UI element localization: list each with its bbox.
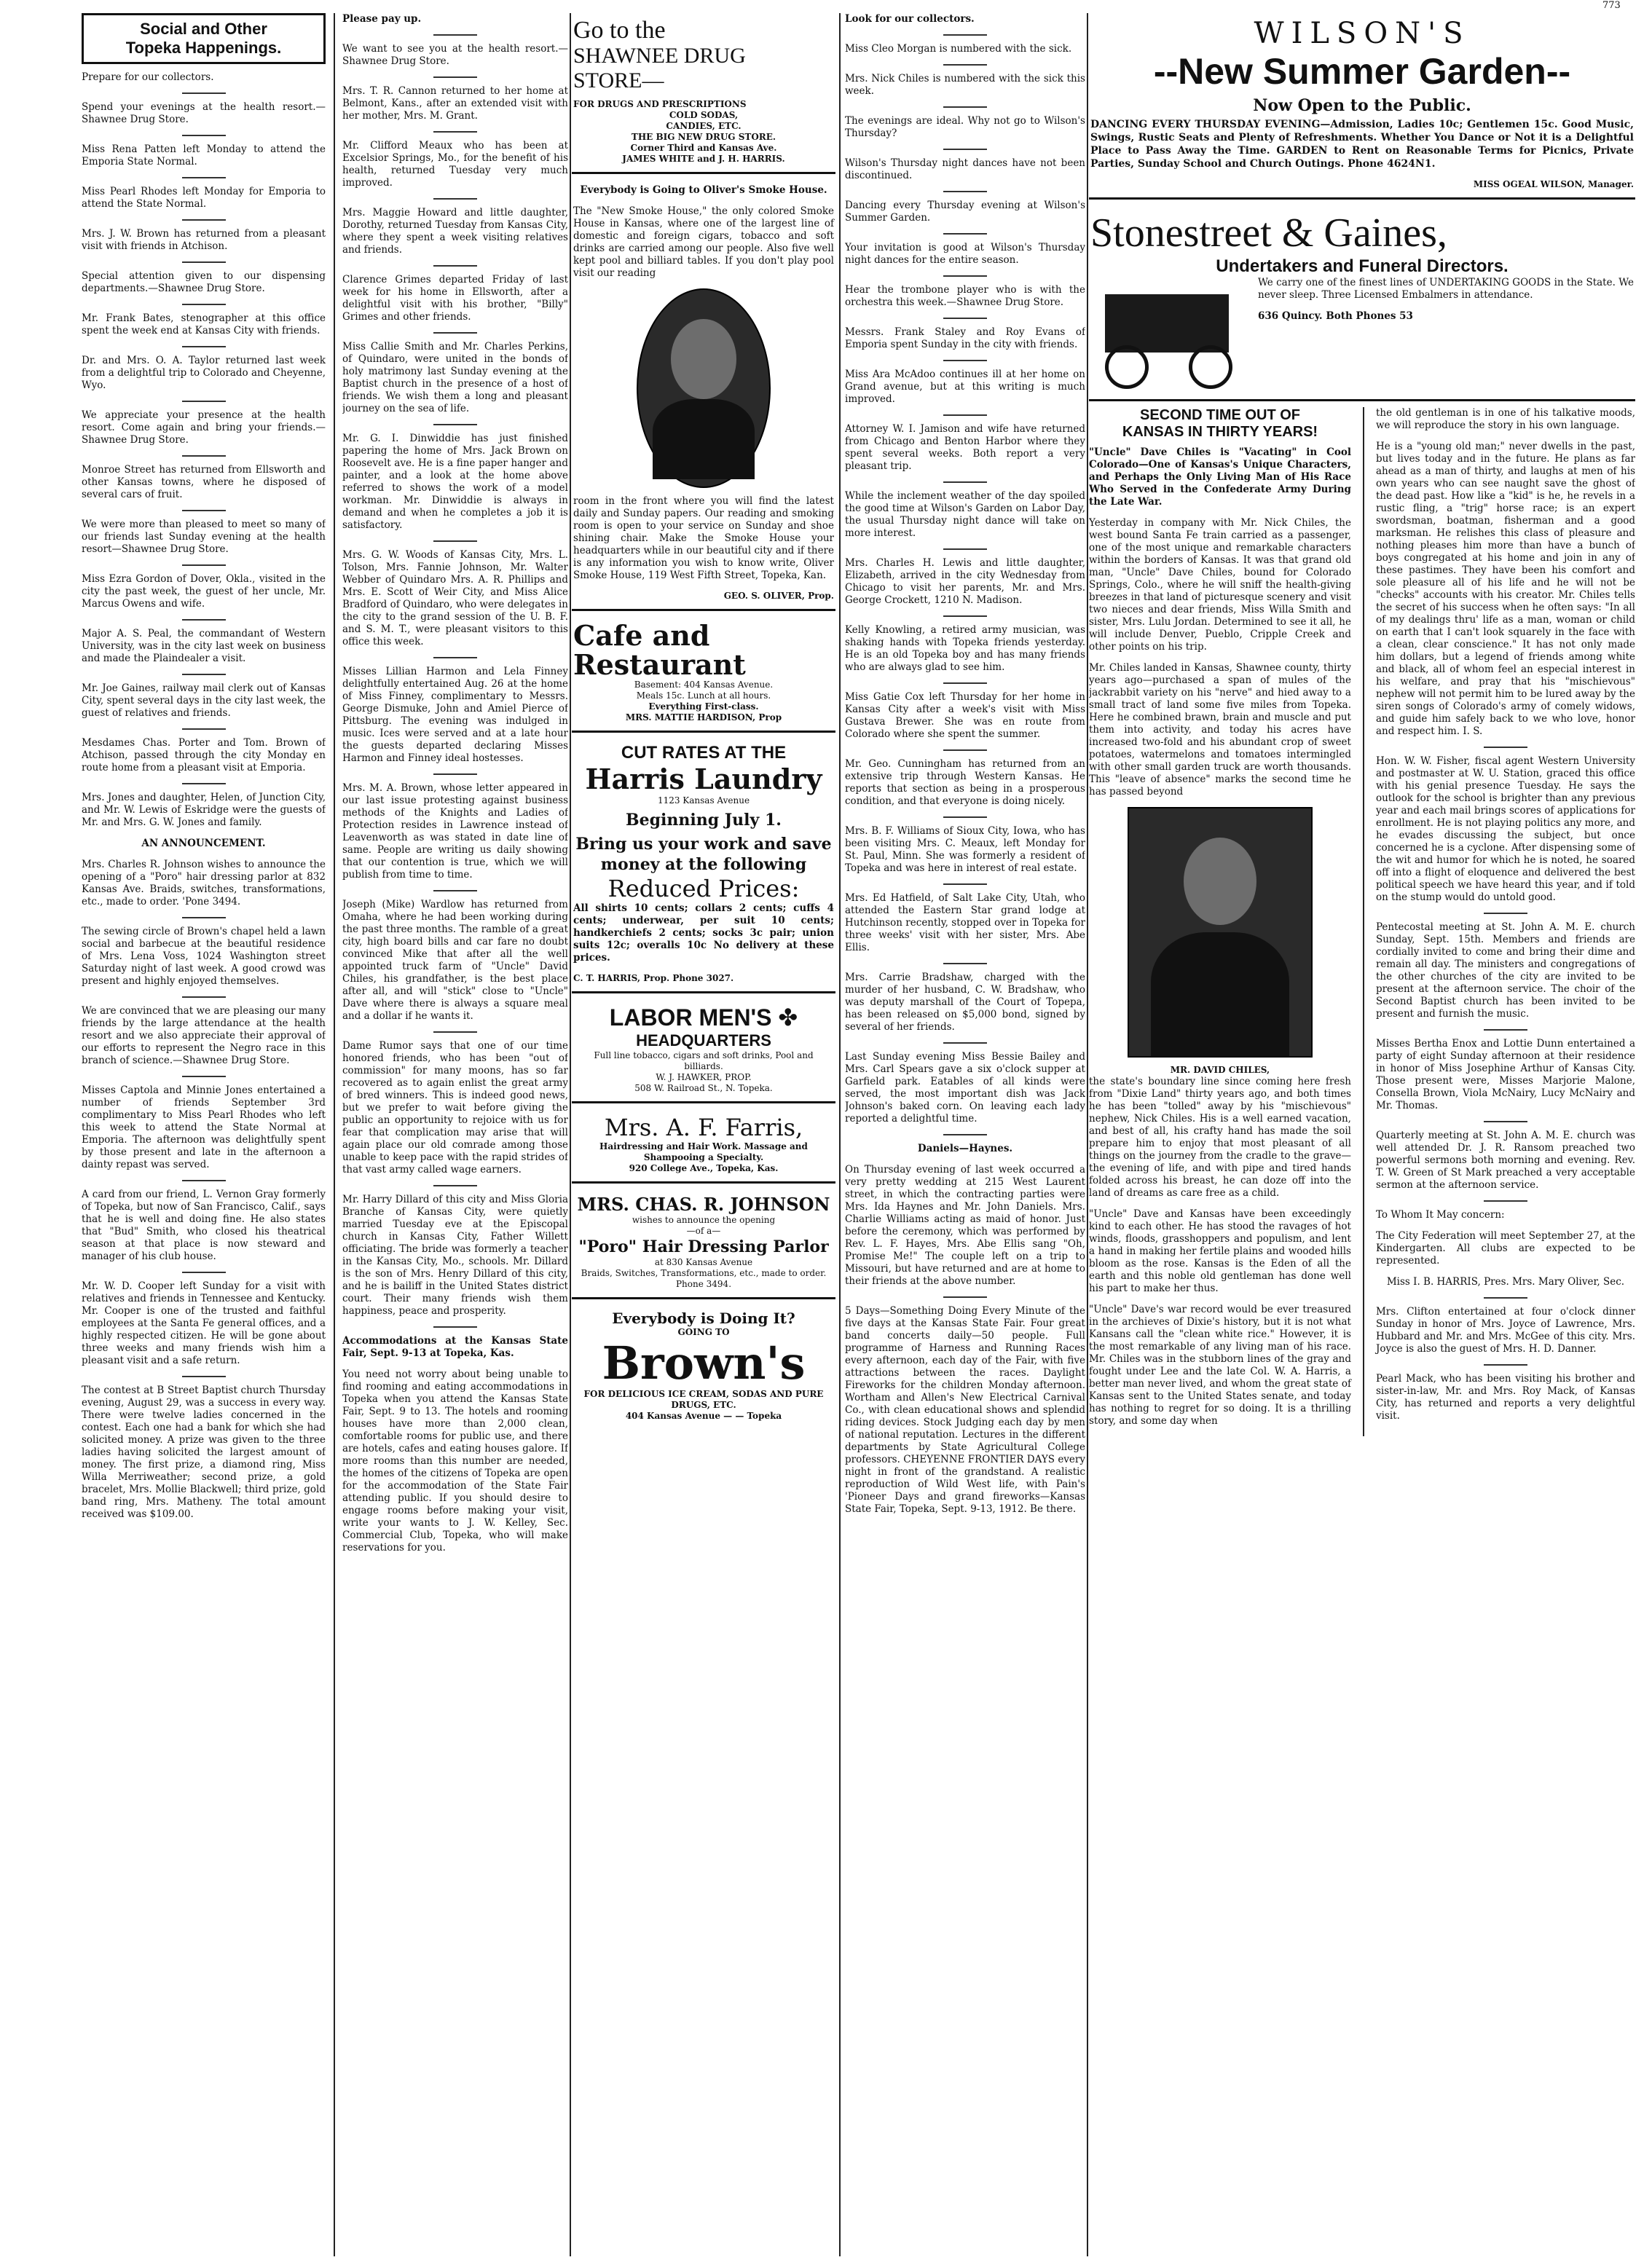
hearse-wheel [1105, 345, 1149, 389]
cafe-line: Everything First-class. [648, 701, 759, 712]
farris-line: 920 College Ave., Topeka, Kas. [629, 1163, 779, 1173]
johnson-line: —of a— [686, 1226, 721, 1236]
column-rule [334, 13, 335, 2256]
news-item: Messrs. Frank Staley and Roy Evans of Emporia spent Sunday in the city with friends. [845, 326, 1085, 350]
news-item: Pearl Mack, who has been visiting his brother and sister-in-law, Mr. and Mrs. Roy Mack, of Kansas City, has returned and reports a very delightful visit. [1375, 1373, 1635, 1422]
news-item: Look for our collectors. [845, 13, 975, 25]
portrait-coat [1151, 932, 1289, 1056]
labor-line: Full line tobacco, cigars and soft drinks, Pool and billiards. [594, 1050, 814, 1071]
cafe-line: Meals 15c. Lunch at all hours. [636, 690, 771, 701]
hearse-body [1105, 294, 1229, 353]
social-header [82, 13, 326, 64]
news-item: Miss Ezra Gordon of Dover, Okla., visited in the city the past week, the guest of her uncle, Mr. Marcus Owens and wife. [82, 573, 326, 610]
column-2 [342, 13, 568, 2256]
col5-split [1089, 407, 1635, 1436]
chiles-para: "Uncle" Dave and Kansas have been exceedingly kind to each other. He has stood the ravages of hot winds, floods, grasshoppers and populism, and lent a hand in making her fertile plains and wooded hills bloom as the rose. Kansas is the Eden of all the earth and this noble old gentleman has done well his part to make her thus. [1089, 1208, 1351, 1294]
news-item: Major A. S. Peal, the commandant of Western University, was in the city last week on business and made the Plaindealer a visit. [82, 628, 326, 664]
social-header-line2: Topeka Happenings. [125, 39, 282, 57]
johnson-line: wishes to announce the opening [632, 1215, 776, 1225]
news-item: Dr. and Mrs. O. A. Taylor returned last week from a delightful trip to Colorado and Cheyenne, Wyo. [82, 355, 326, 391]
harris-laundry-ad [572, 739, 835, 993]
labor-title [573, 1004, 834, 1031]
news-item: Mesdames Chas. Porter and Tom. Brown of Atchison, passed through the city Monday en route home from a pleasant visit at Emporia. [82, 737, 326, 773]
browns-top: Everybody is Doing It? [612, 1310, 795, 1327]
news-item: Mr. Frank Bates, stenographer at this office spent the week end at Kansas City with friends. [82, 312, 326, 336]
news-item: Please pay up. [342, 13, 422, 25]
news-item: We were more than pleased to meet so many of our friends last Sunday evening at the health resort—Shawnee Drug Store. [82, 519, 326, 555]
news-item: Misses Captola and Minnie Jones entertained a number of friends September 3rd complimentary to Miss Pearl Rhodes who left this week to attend the State Normal at Emporia. The afternoon was delightfully spent by those present and late in the afternoon a dainty repast was served. [82, 1084, 326, 1170]
news-item: The contest at B Street Baptist church Thursday evening, August 29, was a success in every way. There were twelve ladies concerned in the contest. Each one had a bank for which she had solicited money. A prize was given to the three ladies having solicited the largest amount of money. The first prize, a diamond ring, Miss Willa Merriweather; second prize, a gold bracelet, Mrs. Mollie Blackwell; third prize, gold band ring, Mrs. Matheny. The total amount received was $109.00. [82, 1385, 326, 1520]
news-item: Special attention given to our dispensing departments.—Shawnee Drug Store. [82, 270, 326, 294]
laundry-top: CUT RATES AT THE [621, 743, 787, 763]
laundry-prices: All shirts 10 cents; collars 2 cents; cuffs 4 cents; underwear, per suit 10 cents; handkerchiefs 2 cents; socks 3c pair; union suits 12c; overalls 10c No delivery at these prices. [573, 902, 834, 964]
hearse-wheel [1189, 345, 1232, 389]
chiles-portrait [1128, 807, 1313, 1058]
chiles-para: "Uncle" Dave's war record would be ever treasured in the archieves of Dixie's history, but it is not what Kansans call the "clean white rice." However, it is the most remarkable of any living man of his race. Mr. Chiles was in the stubborn lines of the gray and fought under Lee and the late Col. W. A. Harris, a better man never lived, and whom the great state of Kansas sent to the United States senate, and today has nothing to regret for so doing. It is a thrilling story, and some day when [1089, 1304, 1351, 1427]
drug-line: CANDIES, ETC. [666, 121, 742, 131]
column-rule [1087, 13, 1088, 2256]
wilson-name: WILSON'S [1254, 17, 1471, 50]
browns-line: FOR DELICIOUS ICE CREAM, SODAS AND PURE DRUGS, ETC. [583, 1389, 824, 1410]
chiles-sub: "Uncle" Dave Chiles is "Vacating" in Cool Colorado—One of Kansas's Unique Characters, and Perhaps the Only Living Man of His Race Who Served in the Confederate Army During the Late War. [1089, 446, 1351, 508]
news-item: He is a "young old man;" never dwells in the past, but lives today and in the future. He plans as far ahead as a man of thirty, and laughs at men of his own years who can see naught save the ghost of the dead past. How like a "kid" is he, he revels in a rustic fling, a "trig" horse race; is an expert swordsman, boatman, fisherman and a good marksman. He relishes this class of pleasure and nothing pleases him more than have a bunch of boys congregated at his home and join in any of these pastimes. They have been his comfort and sole pleasure all of his life and he will not be "checks" accounts with his creator. Mr. Chiles tells the secret of his success when he often says: "In all of my dealings thru' life as a man, woman or child on earth that I can't look squarely in the face with a clean, clear conscience." It has not only made him dollars, but a legend of friends among white and black, all of whom feel an especial interest in his welfare, and pray that his "mischievous" nephew will not permit him to be lured away by the siren songs of Colorado's army of comely widows, and guide him safely back to we who love, honor and respect him. I. S. [1375, 441, 1635, 737]
news-item: Hear the trombone player who is with the orchestra this week.—Shawnee Drug Store. [845, 284, 1085, 308]
news-item: Miss Rena Patten left Monday to attend the Emporia State Normal. [82, 143, 326, 168]
smoke-house-ad [572, 180, 835, 611]
drug-line: Corner Third and Kansas Ave. [630, 143, 777, 153]
news-item: Pentecostal meeting at St. John A. M. E. church Sunday, Sept. 15th. Members and friends are cordially invited to come and bring their dime and remain all day. The ministers and congregations of the other churches of the city are invited to be present at the afternoon service. The choir of the Second Baptist church has been invited to be present and furnish the music. [1375, 921, 1635, 1020]
news-item: Mr. G. I. Dinwiddie has just finished papering the home of Mrs. Jack Brown on Roosevelt ave. He is a fine paper hanger and painter, and a look at the home above referred to shows the work of a model workman. Mr. Dinwiddie is always in demand and when he completes a job it is satisfactory. [342, 433, 568, 531]
drug-line: JAMES WHITE and J. H. HARRIS. [622, 154, 785, 164]
news-item: The City Federation will meet September 27, at the Kindergarten. All clubs are expected to be represented. [1375, 1230, 1635, 1267]
labor-sub: HEADQUARTERS [636, 1031, 771, 1050]
smoke-heading: Everybody is Going to Oliver's Smoke House. [580, 184, 827, 196]
portrait-coat [653, 399, 755, 479]
browns-going: GOING TO [677, 1327, 730, 1337]
news-item: Miss Callie Smith and Mr. Charles Perkins, of Quindaro, were united in the bonds of holy matrimony last Sunday evening at the Baptist church in the presence of a host of friends. We wish them a long and pleasant journey on the sea of life. [342, 341, 568, 414]
column-1 [82, 13, 326, 2256]
laundry-address: 1123 Kansas Avenue [657, 795, 750, 806]
news-item: The evenings are ideal. Why not go to Wilson's Thursday? [845, 115, 1085, 139]
johnson-line: Phone 3494. [675, 1279, 732, 1289]
column-rule [1363, 407, 1364, 1436]
stone-sub: Undertakers and Funeral Directors. [1216, 256, 1509, 276]
smoke-signature: GEO. S. OLIVER, Prop. [723, 591, 834, 601]
news-item: Hon. W. W. Fisher, fiscal agent Western University and postmaster at W. U. Station, graced this office with his genial presence Tuesday. He says the outlook for the school is brighter than any previous year and each mail brings scores of applications for enrollment. He is not playing politics any more, and he evades discussing the subject, but once concerned he is a cyclone. After dispensing some of the wit and humor for which he is noted, he soared off into a flight of eloquence and delivered the best political speech we have heard this year, and if told on the stump would do untold good. [1375, 755, 1635, 903]
column-3-ads [572, 13, 835, 2256]
news-item: Clarence Grimes departed Friday of last week for his home in Ellsworth, after a delightful visit with his brother, "Billy" Grimes and other friends. [342, 274, 568, 323]
news-item: We want to see you at the health resort.—Shawnee Drug Store. [342, 43, 568, 67]
news-item: Mrs. Carrie Bradshaw, charged with the murder of her husband, C. W. Bradshaw, who was deputy marshall of the Court of Topepa, has been released on $5,000 bond, signed by several of her friends. [845, 972, 1085, 1033]
browns-line: 404 Kansas Avenue — — Topeka [625, 1411, 782, 1421]
news-item: Spend your evenings at the health resort.—Shawnee Drug Store. [82, 101, 326, 125]
news-item: Mrs. Charles H. Lewis and little daughter, Elizabeth, arrived in the city Wednesday from Chicago to visit her parents, Mr. and Mrs. George Crockett, 1210 N. Madison. [845, 557, 1085, 606]
wilson-text: DANCING EVERY THURSDAY EVENING—Admission, Ladies 10c; Gentlemen 15c. Good Music, Swings, Rustic Seats and Plenty of Refreshments. Whether You Dance or Not it is a Delightful Place to Pass Away the Time. GARDEN to Rent on Reasonable Terms for Picnics, Private Parties, Sunday School and Church Outings. Phone 4624N1. [1090, 119, 1634, 170]
browns-name: Brown's [602, 1336, 806, 1390]
chiles-para: the state's boundary line since coming here fresh from "Dixie Land" thirty years ago, and both times he has been "tolled" away by his "mischievous" nephew, Nick Chiles. His is a well earned vacation, and best of all, his crafty hand has made the soil prepare him to enjoy that most pleasant of all things on the journey from the cradle to the grave—the evening of life, and with pipe and tired hands folded across his breast, he can doze off into the land of dreams as care free as a child. [1089, 1076, 1351, 1199]
announcement-heading: AN ANNOUNCEMENT. [141, 838, 266, 849]
wilson-garden-ad [1089, 13, 1635, 200]
drug-line: COLD SODAS, [669, 110, 739, 120]
oliver-portrait [637, 288, 771, 488]
drug-line: THE BIG NEW DRUG STORE. [631, 132, 776, 142]
news-item: Monroe Street has returned from Ellsworth and other Kansas towns, where he disposed of several cars of fruit. [82, 464, 326, 500]
drug-title2: SHAWNEE DRUG [573, 44, 746, 68]
cafe-line: MRS. MATTIE HARDISON, Prop [625, 712, 782, 722]
laundry-name: Harris Laundry [585, 763, 822, 795]
flourish-icon: ✤ [778, 1004, 798, 1031]
col5-right [1376, 407, 1635, 1436]
johnson-ad [572, 1189, 835, 1299]
column-4 [845, 13, 1085, 2256]
portrait-face [1184, 838, 1256, 925]
news-item: Mrs. Nick Chiles is numbered with the sick this week. [845, 73, 1085, 97]
stone-body [1090, 277, 1634, 392]
news-item: Wilson's Thursday night dances have not been discontinued. [845, 157, 1085, 181]
news-item: Your invitation is good at Wilson's Thursday night dances for the entire season. [845, 242, 1085, 266]
stone-line: We carry one of the finest lines of UNDERTAKING GOODS in the State. We never sleep. Three Licensed Embalmers in attendance. [1258, 277, 1634, 301]
johnson-title: MRS. CHAS. R. JOHNSON [577, 1194, 830, 1215]
news-item: Last Sunday evening Miss Bessie Bailey and Mrs. Carl Spears gave a six o'clock supper at Garfield park. Eatables of all kinds were served, the most important dish was Jack Johnson's baked corn. On leaving each lady reported a delightful time. [845, 1051, 1085, 1125]
browns-ad [572, 1305, 835, 1429]
news-item: the old gentleman is in one of his talkative moods, we will reproduce the story in his own language. [1375, 407, 1635, 431]
cafe-ad [572, 617, 835, 733]
news-item: To Whom It May concern: [1375, 1209, 1505, 1221]
news-item: Mrs. J. W. Brown has returned from a pleasant visit with friends in Atchison. [82, 228, 326, 252]
news-item: Mrs. Ed Hatfield, of Salt Lake City, Utah, who attended the Eastern Star grand lodge at Hutchinson recently, stopped over in Topeka for three weeks' visit with her sister, Mrs. Abe Ellis. [845, 892, 1085, 953]
stone-title: Stonestreet & Gaines, [1090, 210, 1447, 256]
chiles-head2: KANSAS IN THIRTY YEARS! [1122, 424, 1318, 440]
news-item: While the inclement weather of the day spoiled the good time at Wilson's Garden on Labor Day, the usual Thursday night dance will take on more interest. [845, 490, 1085, 539]
news-item: Attorney W. I. Jamison and wife have returned from Chicago and Benton Harbor where they spent several weeks. Both report a very pleasant trip. [845, 423, 1085, 472]
laundry-reduced: Reduced Prices: [607, 875, 800, 902]
fair-item: 5 Days—Something Doing Every Minute of the five days at the Kansas State Fair. Four great band concerts daily—50 people. Full programme of Harness and Running Races every afternoon, each day of the Fair, with five attractions between the races. Daylight Fireworks for the children Monday afternoon. Wortham and Allen's New Electrical Carnival Co., with clean educational shows and splendid riding devices. Stock Judging each day by men of national reputation. Lectures in the different departments by State Agricultural College professors. CHEYENNE FRONTIER DAYS every night in front of the grandstand. A realistic reproduction of Wild West life, with Pain's 'Pioneer Days and grand fireworks—Kansas State Fair, Topeka, Sept. 9-13, 1912. Be there. [845, 1305, 1085, 1515]
labor-line: W. J. HAWKER, PROP. [656, 1072, 752, 1082]
drug-title3: STORE— [573, 68, 664, 92]
cafe-title1: Cafe and [573, 619, 710, 652]
news-item: Mr. Joe Gaines, railway mail clerk out of Kansas City, spent several days in the city last week, the guest of relatives and friends. [82, 682, 326, 719]
news-item: Misses Lillian Harmon and Lela Finney delightfully entertained Aug. 26 at the home of Miss Finney, complimentary to Messrs. George Dismuke, John and Amiel Pierce of Pittsburg. The evening was indulged in music. Ices were served and at a late hour the guests departed declaring Misses Harmon and Finney ideal hostesses. [342, 666, 568, 764]
page-number: 773 [1602, 0, 1621, 11]
social-header-line1: Social and Other [140, 20, 267, 38]
wilson-title: --New Summer Garden-- [1153, 51, 1571, 92]
news-item: Miss I. B. HARRIS, Pres. Mrs. Mary Oliver, Sec. [1386, 1276, 1625, 1288]
news-item: Miss Pearl Rhodes left Monday for Emporia to attend the State Normal. [82, 186, 326, 210]
wedding-item: On Thursday evening of last week occurred a very pretty wedding at 215 West Laurent street, in which the contracting parties were Mrs. Ida Haynes and Mr. John Daniels. Mrs. Charlie Williams acting as maid of honor. Just before the ceremony, which was performed by Rev. L. F. Hayes, Mrs. Abe Ellis sang "Oh, Promise Me!" The couple left on a trip to Missouri, but have returned and are at home to their friends at the above number. [845, 1164, 1085, 1287]
stone-text [1258, 277, 1634, 331]
hearse-icon [1090, 280, 1251, 389]
cafe-title2: Restaurant [573, 648, 746, 681]
chiles-caption: MR. DAVID CHILES, [1170, 1065, 1270, 1075]
news-item: Mrs. Jones and daughter, Helen, of Junction City, and Mr. W. Lewis of Eskridge were the guests of Mr. and Mrs. G. W. Jones and family. [82, 792, 326, 828]
news-item: Mrs. G. W. Woods of Kansas City, Mrs. L. Tolson, Mrs. Fannie Johnson, Mr. Walter Webber of Quindaro Mrs. A. R. Phillips and Mrs. E. Scott of Weir City, and Miss Alice Bradford of Quindaro, who were delegates in the city to the grand session of the U. B. F. and S. M. T., were pleasant visitors to this office this week. [342, 549, 568, 647]
news-item: Mrs. Maggie Howard and little daughter, Dorothy, returned Tuesday from Kansas City, where they spent a week visiting relatives and friends. [342, 207, 568, 256]
farris-ad [572, 1109, 835, 1184]
johnson-line: Braids, Switches, Transformations, etc., made to order. [581, 1268, 827, 1278]
johnson-line: at 830 Kansas Avenue [654, 1257, 753, 1267]
news-item: Prepare for our collectors. [82, 71, 214, 83]
news-item: Mrs. T. R. Cannon returned to her home at Belmont, Kans., after an extended visit with her mother, Mrs. M. Grant. [342, 85, 568, 122]
social-items [82, 71, 326, 1521]
laundry-date: Beginning July 1. [626, 811, 782, 830]
news-item: We are convinced that we are pleasing our many friends by the large attendance at the health resort and we also appreciate their approval of our efforts to represent the Negro race in this branch of science.—Shawnee Drug Store. [82, 1005, 326, 1066]
news-item: Misses Bertha Enox and Lottie Dunn entertained a party of eight Sunday afternoon at their residence in honor of Miss Josephine Arthur of Kansas City. Those present were, Misses Marjorie Malone, Consella Brown, Viola McNairy, Lucy McNairy and Mr. Thomas. [1375, 1038, 1635, 1111]
news-item: The sewing circle of Brown's chapel held a lawn social and barbecue at the beautiful residence of Mrs. Lena Voss, 1024 Washington street Saturday night of last week. A good crowd was present and highly enjoyed themselves. [82, 926, 326, 987]
news-item: Quarterly meeting at St. John A. M. E. church was well attended Dr. J. R. Ransom preached two powerful sermons both morning and evening. Rev. T. W. Green of St Mark preached a very acceptable sermon at the afternoon service. [1375, 1130, 1635, 1191]
news-item: Mr. W. D. Cooper left Sunday for a visit with relatives and friends in Tennessee and Kentucky. Mr. Cooper is one of the trusted and faithful employees at the Santa Fe general offices, and a highly respected citizen. He will be gone about three weeks and many friends wish him a pleasant visit and a safe return. [82, 1280, 326, 1366]
labor-mens-ad [572, 999, 835, 1103]
news-item: Mr. Clifford Meaux who has been at Excelsior Springs, Mo., for the benefit of his health, returned Tuesday very much improved. [342, 140, 568, 189]
labor-line: 508 W. Railroad St., N. Topeka. [634, 1083, 773, 1093]
chiles-head1: SECOND TIME OUT OF [1139, 407, 1300, 423]
smoke-text: room in the front where you will find the latest daily and Sunday papers. Our reading and smoking room is open to your service on Sunday and shoe shining chair. Make the Smoke House your headquarters while in our beautiful city and if there is any information you wish to know write, Oliver Smoke House, 119 West Fifth Street, Topeka, Kan. [573, 495, 834, 581]
chiles-article [1089, 407, 1351, 1436]
news-item: Mr. Harry Dillard of this city and Miss Gloria Branche of Kansas City, were quietly married Tuesday eve at the Episcopal church in Kansas City, Father Willett officiating. The bride was formerly a teacher in the Kansas City, Mo., schools. Mr. Dillard is the son of Mrs. Henry Dillard of this city, and he is bailiff in the United States district court. Their many friends wish them happiness, peace and prosperity. [342, 1194, 568, 1317]
news-item: Mrs. M. A. Brown, whose letter appeared in our last issue protesting against business methods of the Knights and Ladies of Protection resides in Lawrence instead of Leavenworth as was stated in date line of same. People are writing us daily showing that our contention is true, which we will publish from time to time. [342, 782, 568, 881]
news-item: Mrs. B. F. Williams of Sioux City, Iowa, who has been visiting Mrs. C. Meaux, left Monday for St. Paul, Minn. She was formerly a resident of Topeka and was here in interest of real estate. [845, 825, 1085, 874]
news-item: Joseph (Mike) Wardlow has returned from Omaha, where he had been working during the past three months. The ramble of a great city, high board bills and car fare no doubt convinced Mike that after all the well appointed truck farm of "Uncle" David Chiles, his grandfather, is the best place after all, and will "stick" close to "Uncle" Dave where there is always a square meal and a dollar if he wants it. [342, 899, 568, 1022]
news-item: Mrs. Charles R. Johnson wishes to announce the opening of a "Poro" hair dressing parlor at 832 Kansas Ave. Braids, switches, transformations, etc., made to order. 'Pone 3494. [82, 859, 326, 907]
chiles-para: Mr. Chiles landed in Kansas, Shawnee county, thirty years ago—purchased a span of mules of the jackrabbit variety on his "nerve" and hied away to a small tract of land some five miles from Topeka. Here he combined brawn, brain and muscle and put them into activity, and today his acres have increased two-fold and his abundant crop of sweet potatoes, watermelons and tomatoes intermingled with other small garden truck are worth thousands. This "leave of absence" marks the second time he has passed beyond [1089, 662, 1351, 798]
cafe-line: Basement: 404 Kansas Avenue. [634, 680, 774, 690]
smoke-text: The "New Smoke House," the only colored Smoke House in Kansas, where one of the largest line of domestic and foreign cigars, tobacco and soft drinks are carried among our people. Also five well kept pool and billiard tables. If you don't play pool visit our reading [573, 205, 834, 279]
column-rule [839, 13, 841, 2256]
stonestreet-ad [1089, 205, 1635, 401]
news-item: We appreciate your presence at the health resort. Come again and bring your friends.—Shawnee Drug Store. [82, 409, 326, 446]
news-item: Mr. Geo. Cunningham has returned from an extensive trip through Western Kansas. He reports that section as being in a prosperous condition, and that everyone is doing nicely. [845, 758, 1085, 807]
news-item: Kelly Knowling, a retired army musician, was shaking hands with Topeka friends yesterday. He is an old Topeka boy and has many friends who are always glad to see him. [845, 624, 1085, 673]
laundry-bring: Bring us your work and save money at the following [575, 835, 832, 874]
news-item: You need not worry about being unable to find rooming and eating accommodations in Topeka when you attend the Kansas State Fair, Sept. 9 to 13. The hotels and rooming houses have more than 2,000 clean, comfortable rooms for public use, and there are hotels, cafes and eating houses galore. If more rooms than this number are needed, the homes of the citizens of Topeka are open for the accommodation of the State Fair attending public. If you should desire to engage rooms before making your visit, write your wants to J. W. Kelley, Sec. Commercial Club, Topeka, who will make reservations for you. [342, 1369, 568, 1554]
wilson-open: Now Open to the Public. [1253, 96, 1471, 115]
farris-title: Mrs. A. F. Farris, [604, 1114, 803, 1141]
news-item: Miss Cleo Morgan is numbered with the sick. [845, 43, 1072, 55]
news-item: Mrs. Clifton entertained at four o'clock dinner Sunday in honor of Mrs. Joyce of Lawrence, Mrs. Hubbard and Mr. and Mrs. McGee of this city. Mrs. Joyce is also the guest of Mrs. H. D. Danner. [1375, 1306, 1635, 1355]
johnson-poro: "Poro" Hair Dressing Parlor [578, 1237, 829, 1256]
stone-line: 636 Quincy. Both Phones 53 [1258, 310, 1413, 322]
shawnee-drug-ad [572, 13, 835, 174]
wilson-signature: MISS OGEAL WILSON, Manager. [1473, 179, 1634, 189]
news-item: Dame Rumor says that one of our time honored friends, who has been "out of commission" for many moons, has so far recovered as to again enlist the great army of bred winners. This is indeed good news, but we prefer to wait before giving the public an opportunity to rejoice with us for fear that complication may arise that will again place our old comrade among those unable to keep pace with the rapid strides of that vast army called wage earners. [342, 1040, 568, 1176]
wedding-heading: Daniels—Haynes. [917, 1143, 1013, 1154]
news-item: Miss Gatie Cox left Thursday for her home in Kansas City after a week's visit with Miss Gustava Brewer. She was en route from Colorado where she spent the summer. [845, 691, 1085, 740]
chiles-para: Yesterday in company with Mr. Nick Chiles, the west bound Santa Fe train carried as a passenger, one of the most unique and remarkable characters within the borders of Kansas. It was that grand old man, "Uncle" Dave Chiles, bound for Colorado Springs, Colo., where he will sniff the health-giving breezes in that land of picturesque scenery and visit two nieces and dear friends, Miss Willa Smith and sister, Mrs. Lulu Jordan. Determined to see it all, he will include Denver, Pueblo, Cripple Creek and other points on his trip. [1089, 517, 1351, 653]
column-rule [570, 13, 571, 2256]
news-item: Dancing every Thursday evening at Wilson's Summer Garden. [845, 200, 1085, 224]
labor-title-text: LABOR MEN'S [609, 1004, 772, 1031]
column-5 [1089, 13, 1635, 2256]
drug-title1: Go to the [573, 17, 666, 44]
news-item: Accommodations at the Kansas State Fair, Sept. 9-13 at Topeka, Kas. [342, 1335, 568, 1359]
news-item: A card from our friend, L. Vernon Gray formerly of Topeka, but now of San Francisco, Calif., says that he is well and doing fine. He also states that "Bud" Smith, who closed his theatrical season at that place is now steward and manager of his club house. [82, 1189, 326, 1262]
farris-line: Hairdressing and Hair Work. Massage and Shampooing a Specialty. [599, 1141, 808, 1162]
drug-line: FOR DRUGS AND PRESCRIPTIONS [573, 99, 747, 109]
laundry-prop: C. T. HARRIS, Prop. Phone 3027. [573, 973, 734, 983]
portrait-face [671, 319, 736, 399]
news-item: Miss Ara McAdoo continues ill at her home on Grand avenue, but at this writing is much improved. [845, 369, 1085, 405]
